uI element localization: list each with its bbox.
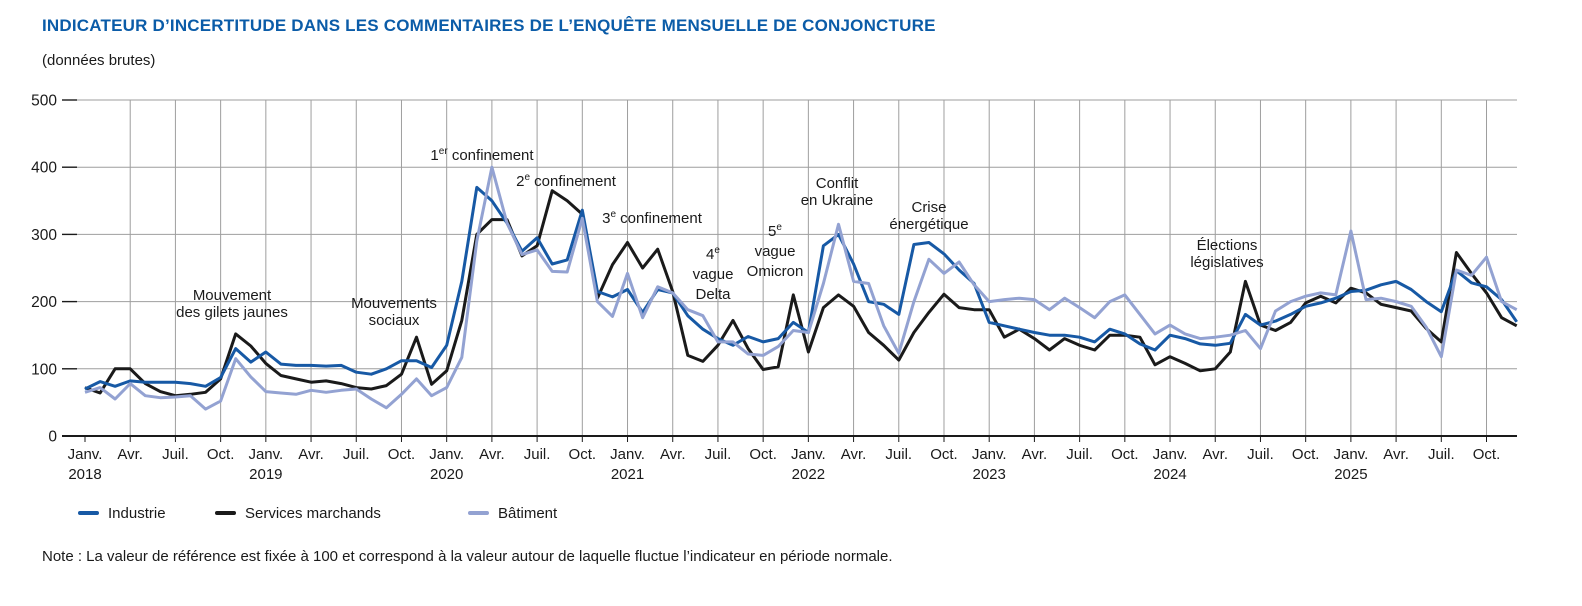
event-annotation: 4e (706, 245, 720, 263)
event-annotation: Conflit (815, 175, 859, 192)
svg-text:Juil.: Juil. (162, 446, 189, 463)
svg-text:Avr.: Avr. (1383, 446, 1409, 463)
svg-text:Janv.: Janv. (67, 446, 103, 463)
svg-text:Oct.: Oct. (1472, 446, 1501, 463)
svg-text:Oct.: Oct. (1291, 446, 1320, 463)
svg-text:Avr.: Avr. (479, 446, 505, 463)
legend-item-industrie (78, 501, 166, 525)
event-annotation: 1er confinement (430, 146, 534, 164)
event-annotation: Élections (1196, 237, 1258, 254)
svg-text:Janv.: Janv. (790, 446, 826, 463)
svg-text:2024: 2024 (1153, 466, 1187, 483)
event-annotation: Crise (911, 199, 947, 216)
svg-text:Oct.: Oct. (749, 446, 777, 463)
svg-text:Avr.: Avr. (117, 446, 143, 463)
svg-text:200: 200 (31, 294, 57, 312)
services-marchands-line-swatch (215, 511, 236, 515)
svg-text:100: 100 (31, 361, 57, 379)
svg-text:2019: 2019 (249, 466, 283, 483)
legend-label-services-marchands: Services marchands (245, 504, 381, 522)
svg-text:2023: 2023 (972, 466, 1006, 483)
chart-subtitle: (données brutes) (42, 52, 156, 69)
legend-label-batiment: Bâtiment (498, 504, 558, 522)
svg-text:Janv.: Janv. (1333, 446, 1369, 463)
svg-text:400: 400 (31, 159, 57, 177)
event-annotation: Mouvement (192, 287, 272, 304)
svg-text:2020: 2020 (429, 466, 464, 483)
svg-text:Janv.: Janv. (1152, 446, 1188, 463)
svg-text:2021: 2021 (610, 466, 645, 483)
svg-text:Avr.: Avr. (659, 446, 686, 463)
svg-text:Avr.: Avr. (298, 446, 324, 463)
event-annotation: énergétique (889, 216, 969, 233)
event-annotation: 5e (768, 222, 782, 240)
svg-text:Avr.: Avr. (1021, 446, 1048, 463)
event-annotation: 2e confinement (516, 172, 616, 190)
svg-text:0: 0 (48, 428, 57, 446)
svg-text:Juil.: Juil. (523, 446, 551, 463)
y-axis-labels (31, 93, 57, 446)
legend-label-industrie: Industrie (108, 504, 166, 522)
svg-text:Juil.: Juil. (1427, 446, 1455, 463)
event-annotation: en Ukraine (800, 192, 874, 209)
page-title: INDICATEUR D’INCERTITUDE DANS LES COMMENTAIRES DE L’ENQUÊTE MENSUELLE DE CONJONCTURE (42, 16, 936, 35)
legend (0, 501, 1582, 525)
svg-text:Oct.: Oct. (387, 446, 416, 463)
svg-text:2018: 2018 (68, 466, 102, 483)
note-text: Note : La valeur de référence est fixée à 100 et correspond à la valeur autour de laquelle fluctue l’indicateur en période normale. (42, 548, 893, 565)
svg-text:Juil.: Juil. (1066, 446, 1093, 463)
svg-text:Oct.: Oct. (206, 446, 235, 463)
industrie-line-swatch (78, 511, 99, 515)
event-annotation: 3e confinement (602, 209, 702, 227)
svg-text:Oct.: Oct. (930, 446, 958, 463)
legend-item-batiment (468, 501, 557, 525)
svg-text:300: 300 (31, 226, 57, 244)
svg-text:500: 500 (31, 92, 57, 110)
x-axis-labels (68, 446, 1501, 483)
event-annotation: vague (754, 243, 796, 260)
svg-text:Janv.: Janv. (429, 446, 465, 463)
batiment-line-swatch (468, 511, 489, 515)
event-annotation: sociaux (368, 312, 420, 329)
svg-text:Oct.: Oct. (568, 446, 597, 463)
svg-text:Oct.: Oct. (1111, 446, 1139, 463)
event-annotation: Delta (695, 286, 731, 303)
svg-text:Janv.: Janv. (248, 446, 284, 463)
svg-text:2022: 2022 (791, 466, 826, 483)
event-annotation: des gilets jaunes (176, 304, 288, 321)
event-annotation: législatives (1190, 254, 1264, 271)
event-annotation: Mouvements (351, 295, 437, 312)
svg-text:2025: 2025 (1334, 466, 1368, 483)
legend-item-services-marchands (215, 501, 381, 525)
svg-text:Janv.: Janv. (610, 446, 645, 463)
event-annotation: vague (692, 266, 734, 283)
svg-text:Juil.: Juil. (1247, 446, 1274, 463)
svg-text:Juil.: Juil. (885, 446, 913, 463)
svg-text:Janv.: Janv. (971, 446, 1007, 463)
industrie-line (85, 187, 1517, 389)
svg-text:Juil.: Juil. (704, 446, 732, 463)
svg-text:Juil.: Juil. (342, 446, 370, 463)
svg-text:Avr.: Avr. (1202, 446, 1229, 463)
svg-text:Avr.: Avr. (840, 446, 867, 463)
event-annotation: Omicron (746, 263, 804, 280)
